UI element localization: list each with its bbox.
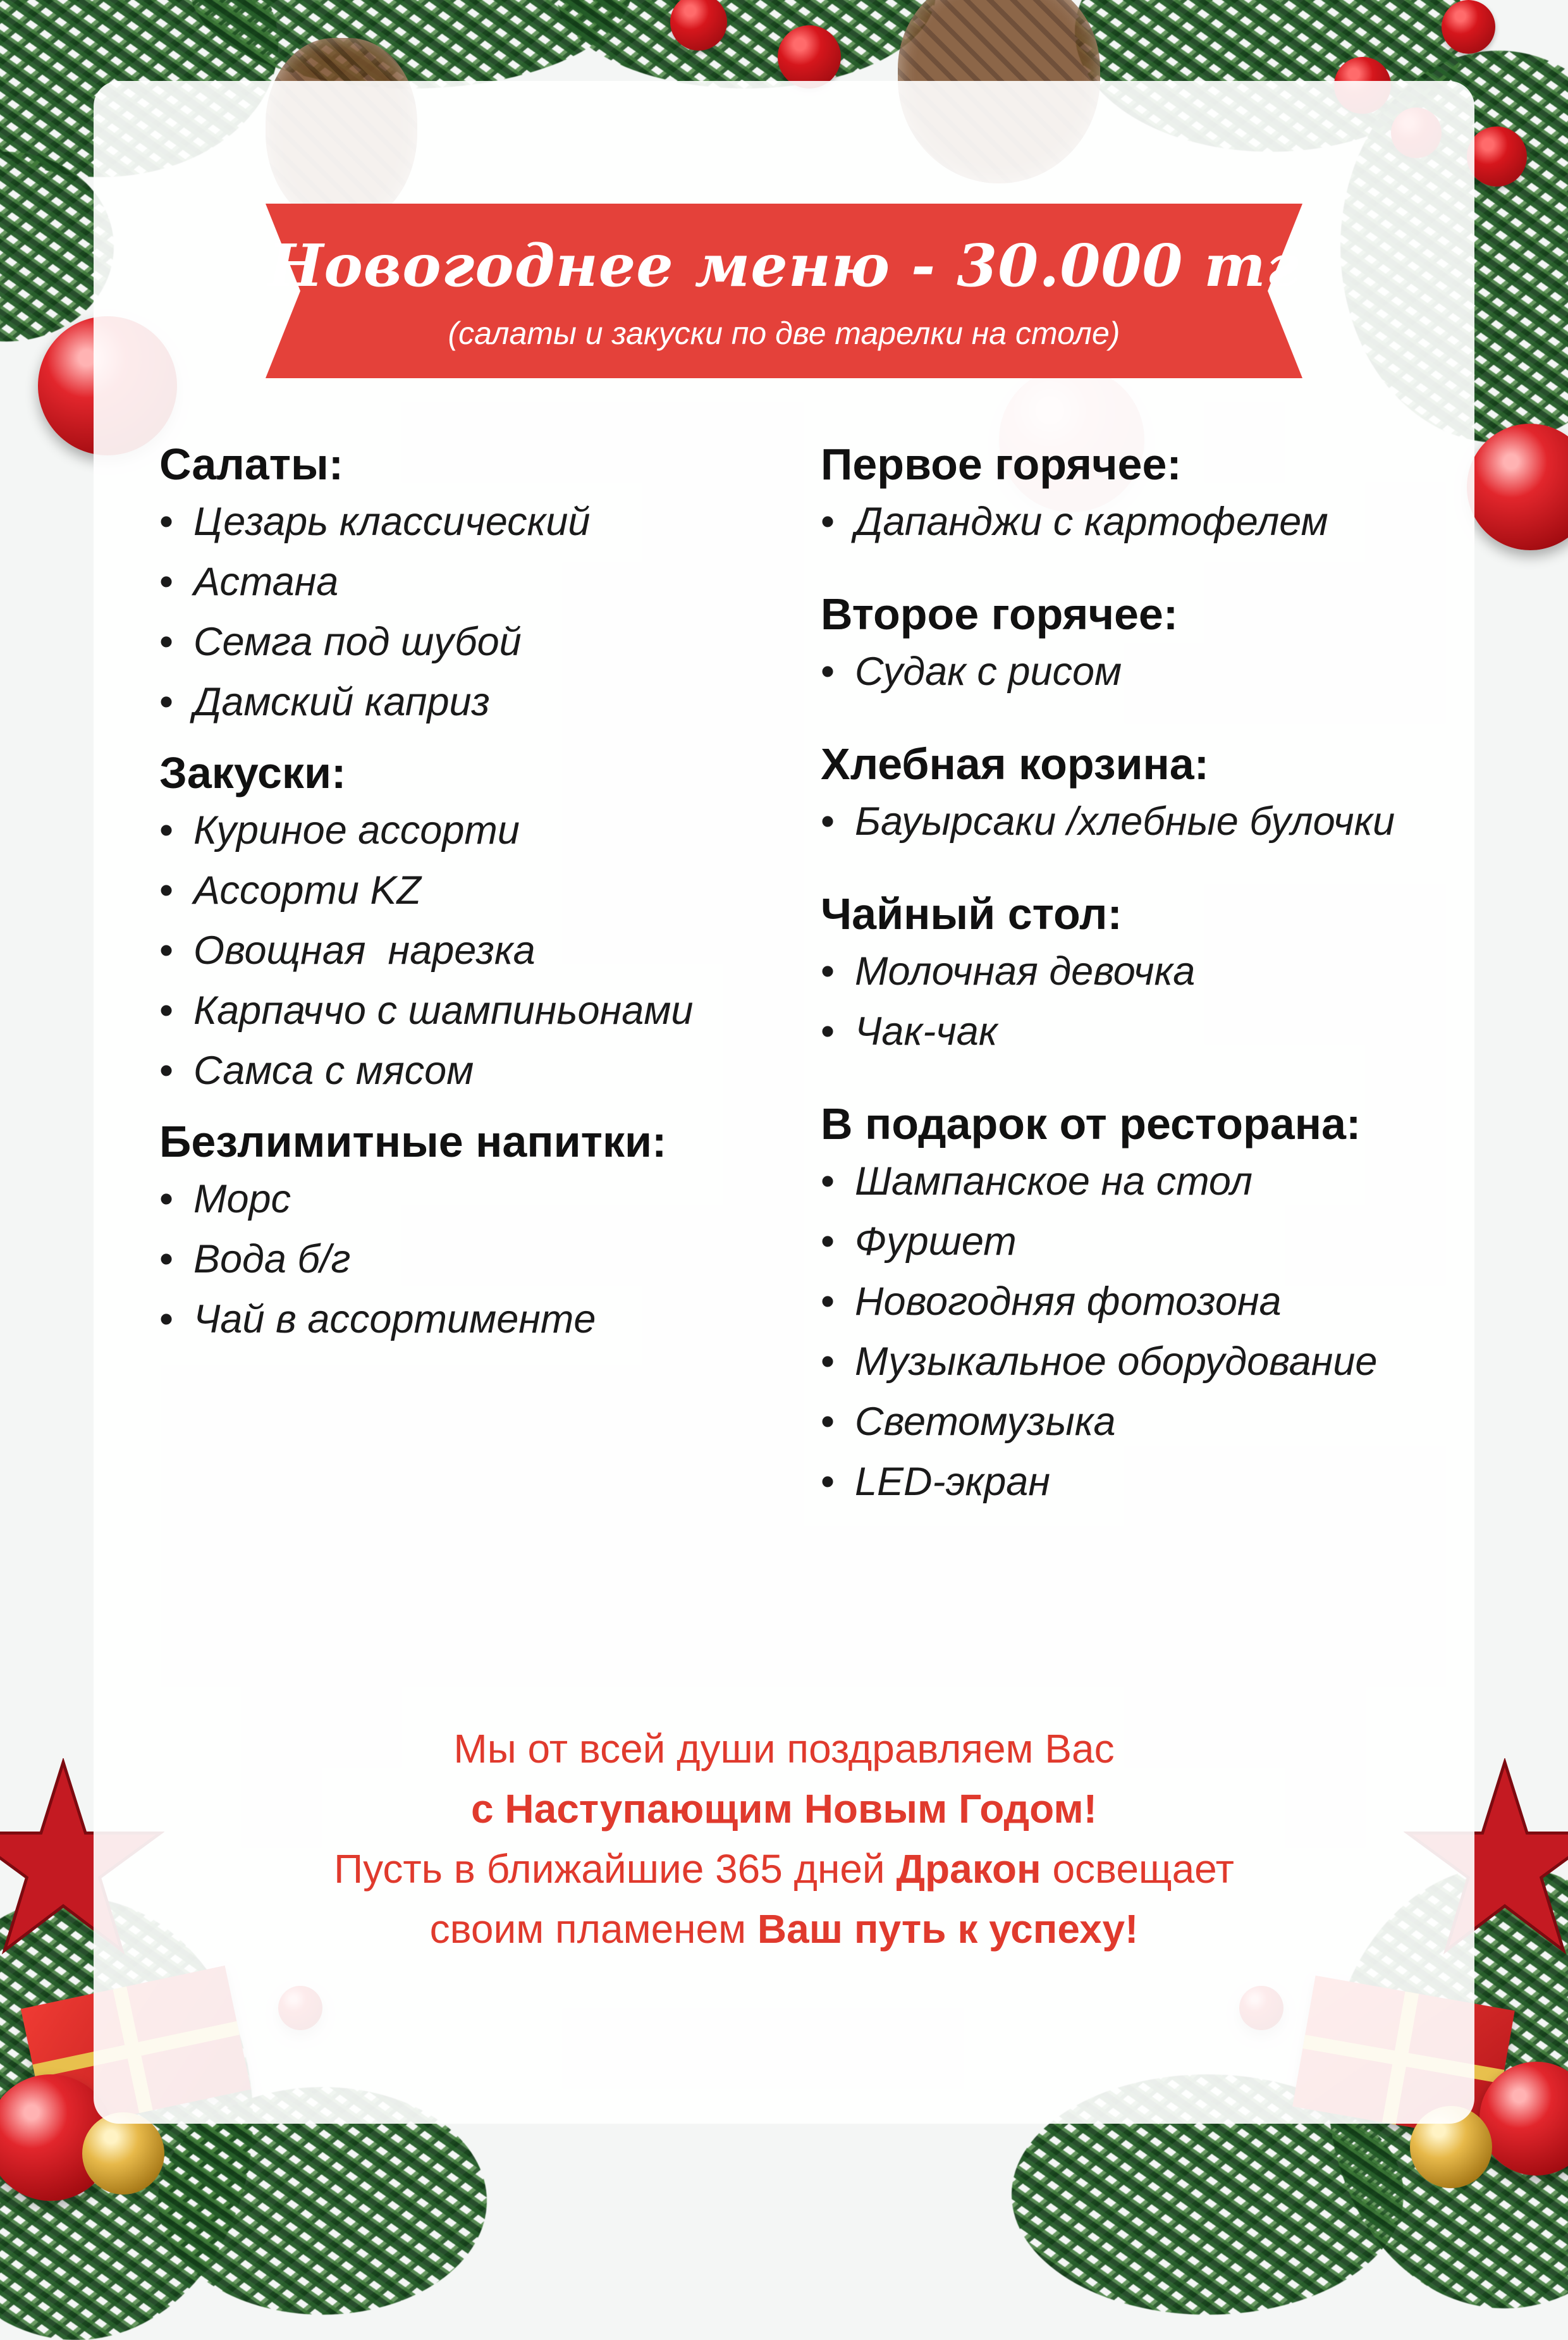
menu-item-label: Карпаччо с шампиньонами <box>193 988 694 1033</box>
menu-item-label: Молочная девочка <box>855 949 1196 994</box>
menu-item <box>821 1272 1491 1332</box>
bullet-icon: • <box>821 1219 835 1264</box>
greeting-text: своим пламенем <box>429 1906 757 1952</box>
item-list <box>821 642 1491 702</box>
menu-item-label: Светомузыка <box>855 1400 1116 1444</box>
menu-item-label: Новогодняя фотозона <box>855 1279 1282 1324</box>
menu-item-label: Овощная нарезка <box>193 928 536 973</box>
section-tea-table <box>821 886 1491 1062</box>
menu-item <box>821 1152 1491 1212</box>
gold-ornament-ball <box>82 2112 164 2195</box>
red-berry-decoration <box>1467 126 1527 187</box>
bullet-icon: • <box>159 560 174 604</box>
menu-item-label: Дамский каприз <box>193 680 490 724</box>
greeting-line <box>215 1839 1353 1899</box>
bullet-icon: • <box>821 949 835 994</box>
item-list <box>159 801 798 1101</box>
menu-item <box>159 861 798 921</box>
menu-item <box>159 1041 798 1101</box>
bullet-icon: • <box>159 1297 174 1341</box>
bullet-icon: • <box>821 1339 835 1384</box>
section-title: В подарок от ресторана: <box>821 1099 1361 1148</box>
menu-item <box>159 1229 798 1290</box>
menu-item <box>821 1002 1491 1062</box>
bullet-icon: • <box>821 500 835 544</box>
bullet-icon: • <box>821 650 835 694</box>
greeting-highlight: Дракон <box>896 1846 1041 1892</box>
menu-item <box>821 792 1491 852</box>
menu-item-label: Семга под шубой <box>193 620 522 664</box>
fir-branch-decoration <box>556 0 936 89</box>
greeting-text: освещает <box>1041 1846 1234 1892</box>
menu-item <box>821 492 1491 552</box>
menu-item <box>159 921 798 981</box>
red-berry-decoration <box>1442 0 1495 54</box>
bullet-icon: • <box>159 620 174 664</box>
menu-item-label: Куриное ассорти <box>193 808 520 853</box>
menu-item-label: Самса с мясом <box>193 1049 474 1093</box>
title-banner <box>266 204 1302 378</box>
section-first-hot <box>821 436 1491 552</box>
item-list <box>159 1169 798 1350</box>
left-menu-column <box>159 436 798 1350</box>
section-salads <box>159 436 798 732</box>
menu-item <box>821 642 1491 702</box>
section-title: Чайный стол: <box>821 889 1122 939</box>
menu-item-label: Астана <box>193 560 339 604</box>
bullet-icon: • <box>159 1237 174 1281</box>
menu-item <box>821 942 1491 1002</box>
bullet-icon: • <box>821 1279 835 1324</box>
menu-item-label: Судак с рисом <box>855 650 1122 694</box>
menu-item <box>159 981 798 1041</box>
menu-subtitle: (салаты и закуски по две тарелки на столе) <box>448 316 1120 351</box>
section-snacks <box>159 745 798 1101</box>
menu-item-label: Цезарь классический <box>193 500 591 544</box>
menu-title: Новогоднее меню - 30.000 тг <box>268 231 1300 300</box>
section-title: Хлебная корзина: <box>821 739 1210 789</box>
menu-item <box>159 801 798 861</box>
greeting-line-bold: с Наступающим Новым Годом! <box>471 1786 1097 1832</box>
bullet-icon: • <box>821 1009 835 1054</box>
section-title: Безлимитные напитки: <box>159 1117 667 1166</box>
bullet-icon: • <box>821 1400 835 1444</box>
menu-item-label: Чай в ассортименте <box>193 1297 596 1341</box>
section-gift <box>821 1096 1491 1512</box>
menu-item <box>159 492 798 552</box>
menu-item-label: Ассорти KZ <box>193 868 421 913</box>
menu-item-label: Шампанское на стол <box>855 1159 1253 1204</box>
section-drinks <box>159 1114 798 1350</box>
bullet-icon: • <box>821 1460 835 1504</box>
menu-item <box>159 612 798 672</box>
menu-item <box>821 1332 1491 1392</box>
menu-item-label: Морс <box>193 1177 291 1221</box>
bullet-icon: • <box>159 1049 174 1093</box>
menu-item-label: Вода б/г <box>193 1237 351 1281</box>
menu-item-label: Музыкальное оборудование <box>855 1339 1378 1384</box>
bullet-icon: • <box>821 799 835 844</box>
menu-item <box>821 1452 1491 1512</box>
menu-item-label: Чак-чак <box>855 1009 998 1054</box>
item-list <box>821 1152 1491 1512</box>
item-list <box>821 942 1491 1062</box>
menu-item <box>159 672 798 732</box>
new-year-greeting <box>215 1719 1353 1959</box>
menu-item-label: Бауырсаки /хлебные булочки <box>855 799 1395 844</box>
greeting-line: Мы от всей души поздравляем Вас <box>453 1726 1115 1771</box>
menu-item <box>159 1169 798 1229</box>
greeting-highlight: Ваш путь к успеху! <box>757 1906 1139 1952</box>
right-menu-column <box>821 436 1491 1512</box>
greeting-text: Пусть в ближайшие 365 дней <box>334 1846 897 1892</box>
bullet-icon: • <box>159 868 174 913</box>
section-title: Салаты: <box>159 440 344 489</box>
bullet-icon: • <box>821 1159 835 1204</box>
menu-item-label: Дапанджи с картофелем <box>855 500 1328 544</box>
section-title: Закуски: <box>159 748 346 797</box>
section-title: Второе горячее: <box>821 589 1179 639</box>
bullet-icon: • <box>159 928 174 973</box>
section-second-hot <box>821 586 1491 702</box>
bullet-icon: • <box>159 680 174 724</box>
menu-item <box>159 1290 798 1350</box>
red-berry-decoration <box>778 25 841 89</box>
item-list <box>821 792 1491 852</box>
bullet-icon: • <box>159 500 174 544</box>
bullet-icon: • <box>159 808 174 853</box>
greeting-line <box>215 1899 1353 1959</box>
section-title: Первое горячее: <box>821 440 1182 489</box>
bullet-icon: • <box>159 988 174 1033</box>
item-list <box>821 492 1491 552</box>
menu-item <box>821 1392 1491 1452</box>
menu-item <box>821 1212 1491 1272</box>
section-bread-basket <box>821 736 1491 852</box>
bullet-icon: • <box>159 1177 174 1221</box>
menu-item-label: LED-экран <box>855 1460 1051 1504</box>
menu-item <box>159 552 798 612</box>
item-list <box>159 492 798 732</box>
menu-item-label: Фуршет <box>855 1219 1017 1264</box>
